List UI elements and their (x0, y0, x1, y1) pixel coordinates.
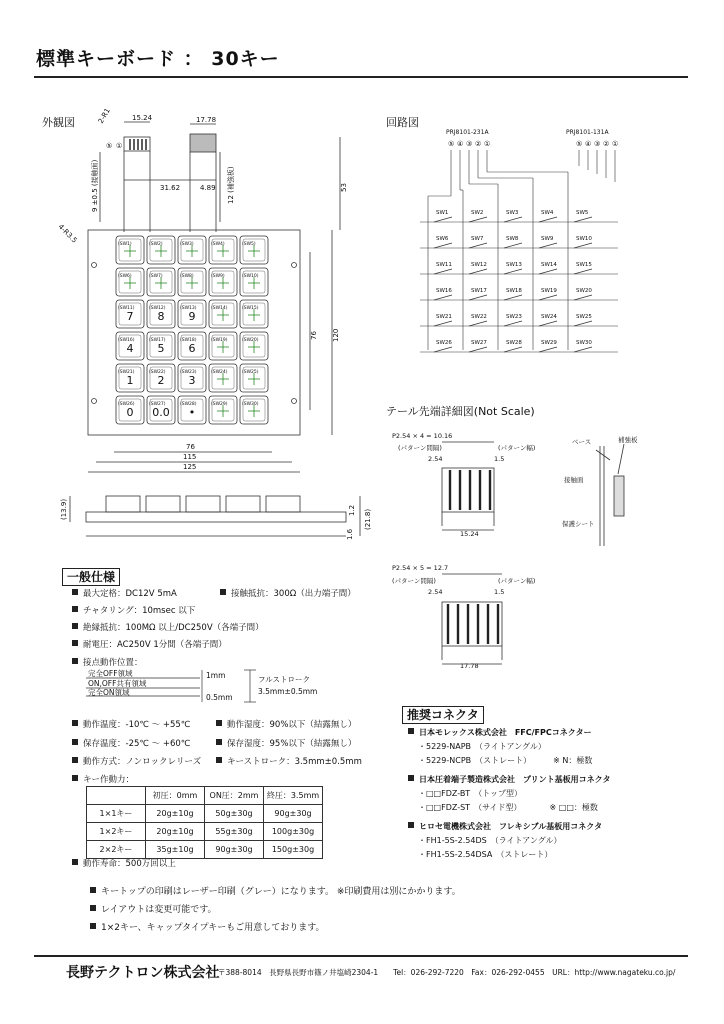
dim-115: 115 (183, 453, 197, 461)
dim-4r: 4-R3.5 (56, 222, 79, 245)
circuit-sw-label: SW18 (506, 288, 522, 294)
key-sw-label: (SW17) (149, 338, 166, 343)
circuit-sw-label: SW14 (541, 262, 557, 268)
note-print: キートップの印刷はレーザー印刷（グレー）になります。 ※印刷費用は別にかかります。 (90, 884, 461, 897)
key-sw-label: (SW18) (180, 338, 197, 343)
exterior-heading: 外観図 (42, 116, 75, 129)
note-layout: レイアウトは変更可能です。 (90, 902, 217, 915)
key-sw-label: (SW27) (149, 402, 166, 407)
key-sw-label: (SW3) (180, 242, 194, 247)
key-sw-label: (SW15) (242, 306, 259, 311)
force-header-cell: ON圧：2mm (205, 787, 264, 805)
tail-base: ベース (572, 438, 592, 446)
full-stroke-value: 3.5mm±0.5mm (258, 687, 318, 696)
key-sw-label: (SW20) (242, 338, 259, 343)
key-sw-label: (SW29) (211, 402, 228, 407)
circuit-pin-left: ① (484, 140, 491, 148)
key-legend: 2 (157, 374, 165, 387)
dim-120: 120 (332, 328, 340, 342)
force-table (86, 786, 323, 859)
key-sw-label: (SW1) (118, 242, 132, 247)
circuit-pin-right: ④ (585, 140, 592, 148)
tail-v254: 2.54 (428, 455, 443, 463)
list-item: ・FH1-5S-2.54DS （ライトアングル） (418, 836, 562, 845)
spec-insulation: 絶縁抵抗：100MΩ 以上/DC250V（各端子間） (72, 621, 264, 633)
key-sw-label: (SW14) (211, 306, 228, 311)
force-cell: 20g±10g (146, 823, 205, 841)
dim-31-62: 31.62 (160, 184, 181, 192)
tail-v15b: 1.5 (494, 588, 505, 596)
circuit-sw-label: SW10 (576, 236, 592, 242)
key-legend: 0.0 (152, 406, 170, 419)
force-header-row (87, 787, 323, 805)
force-cell: 1×1キー (87, 805, 146, 823)
circuit-sw-label: SW17 (471, 288, 487, 294)
circuit-sw-label: SW26 (436, 340, 452, 346)
force-cell: 35g±10g (146, 841, 205, 859)
page-title: 標準キーボード ： 30キー (36, 48, 280, 70)
key-sw-label: (SW2) (149, 242, 163, 247)
tail-pitch2: P2.54 × 5 = 12.7 (392, 564, 449, 572)
connector-heading: 推奨コネクタ (402, 706, 484, 724)
circuit-sw-label: SW23 (506, 314, 522, 320)
key-sw-label: (SW23) (180, 370, 197, 375)
circuit-pin-right: ⑤ (576, 140, 583, 148)
stroke-05mm: 0.5mm (206, 693, 233, 702)
force-header-cell: 終圧：3.5mm (264, 787, 323, 805)
dim-17-78: 17.78 (196, 116, 217, 124)
connector-note: ※ □□：極数 (549, 803, 598, 812)
key-sw-label: (SW22) (149, 370, 166, 375)
circuit-sw-label: SW11 (436, 262, 452, 268)
spec-life: 動作寿命：500万回以上 (72, 857, 176, 869)
force-cell: 50g±30g (205, 805, 264, 823)
spec-method: 動作方式：ノンロックレリーズ (72, 755, 201, 767)
key-sw-label: (SW21) (118, 370, 135, 375)
key-legend: 4 (126, 342, 134, 355)
stroke-diagram (84, 668, 324, 706)
spec-contact-pos: 接点動作位置： (72, 656, 143, 668)
tail-protect: 保護シート (562, 520, 595, 528)
spec-store-temp: 保存温度：-25℃ ～ +60℃ (72, 737, 190, 749)
title-rule (34, 76, 688, 78)
dim-15-24: 15.24 (132, 114, 153, 122)
list-item: ・5229-NCPB （ストレート） ※ N：極数 (418, 756, 593, 765)
key-legend: 0 (126, 406, 134, 419)
tail-pattern-pitch2: (パターン間隔) (392, 577, 436, 585)
circuit-sw-label: SW1 (436, 210, 449, 216)
conn-left-label: PRJ8101-231A (446, 129, 489, 136)
force-cell: 20g±10g (146, 805, 205, 823)
footer-address: 〒388-8014 長野県長野市篠ノ井塩崎2304-1 Tel：026-292-7220 Fax：026-292-0455 URL：http://www.nagateku.co.jp/ (218, 968, 676, 977)
pin-label-5: ⑤ (106, 142, 113, 150)
circuit-pin-left: ⑤ (448, 140, 455, 148)
dim-4-89: 4.89 (200, 184, 216, 192)
keypad-grid (116, 236, 268, 424)
key-sw-label: (SW24) (211, 370, 228, 375)
tail-contact: 接触面 (564, 476, 584, 484)
key-sw-label: (SW5) (242, 242, 256, 247)
key-sw-label: (SW10) (242, 274, 259, 279)
circuit-sw-label: SW13 (506, 262, 522, 268)
general-heading-box (62, 566, 120, 585)
circuit-sw-label: SW16 (436, 288, 452, 294)
full-stroke-label: フルストローク (258, 675, 310, 684)
spec-force-label: キー作動力： (72, 773, 134, 785)
exterior-drawing (40, 106, 372, 552)
force-cell: 100g±30g (264, 823, 323, 841)
spec-op-hum: 動作湿度：90%以下（結露無し） (216, 718, 356, 730)
circuit-sw-label: SW29 (541, 340, 557, 346)
key-legend: 9 (188, 310, 196, 323)
tail-v15: 1.5 (494, 455, 505, 463)
dim-2r1: 2-R1 (96, 106, 112, 125)
tail-pitch1: P2.54 × 4 = 10.16 (392, 432, 453, 440)
force-cell: 2×2キー (87, 841, 146, 859)
list-item: ・□□FDZ-BT （トップ型） (418, 789, 522, 798)
circuit-sw-label: SW28 (506, 340, 522, 346)
circuit-heading: 回路図 (386, 116, 419, 129)
circuit-sw-label: SW12 (471, 262, 487, 268)
circuit-pin-left: ② (475, 140, 482, 148)
circuit-sw-label: SW5 (576, 210, 589, 216)
connector-note: ※ N：極数 (553, 756, 593, 765)
tail-v254b: 2.54 (428, 588, 443, 596)
force-cell: 150g±30g (264, 841, 323, 859)
off-region: 完全OFF領域 (88, 669, 133, 678)
dim-76-h: 76 (186, 443, 195, 451)
dim-53: 53 (340, 183, 348, 192)
spec-rating: 最大定格：DC12V 5mA (72, 587, 177, 599)
table-row (87, 823, 323, 841)
tail-heading: テール先端詳細図(Not Scale) (386, 405, 535, 418)
key-sw-label: (SW30) (242, 402, 259, 407)
shared-region: ON,OFF共有領域 (88, 679, 147, 688)
force-cell: 55g±30g (205, 823, 264, 841)
list-item: ・FH1-5S-2.54DSA （ストレート） (418, 850, 553, 859)
force-cell: 90g±30g (264, 805, 323, 823)
key-sw-label: (SW26) (118, 402, 135, 407)
circuit-diagram (390, 126, 690, 366)
table-row (87, 805, 323, 823)
key-sw-label: (SW9) (211, 274, 225, 279)
note-options: 1×2キー、キャップタイプキーもご用意しております。 (90, 920, 324, 933)
dim-13-9: (13.9) (60, 498, 68, 520)
general-heading: 一般仕様 (62, 568, 120, 586)
connector-heading-box (402, 704, 484, 723)
list-item: ・5229-NAPB （ライトアングル） (418, 742, 546, 751)
circuit-sw-label: SW25 (576, 314, 592, 320)
key-sw-label: (SW19) (211, 338, 228, 343)
stroke-1mm: 1mm (206, 671, 226, 680)
circuit-sw-label: SW19 (541, 288, 557, 294)
key-sw-label: (SW4) (211, 242, 225, 247)
key-sw-label: (SW28) (180, 402, 197, 407)
connector-group-jst (408, 774, 611, 813)
key-legend: 7 (126, 310, 134, 323)
circuit-pin-right: ① (612, 140, 619, 148)
circuit-pin-left: ④ (457, 140, 464, 148)
on-region: 完全ON領域 (88, 688, 130, 697)
force-cell: 1×2キー (87, 823, 146, 841)
dim-125: 125 (183, 463, 197, 471)
circuit-sw-label: SW30 (576, 340, 592, 346)
key-legend: 1 (126, 374, 134, 387)
dim-76-v: 76 (310, 331, 318, 340)
table-row (87, 841, 323, 859)
circuit-sw-label: SW9 (541, 236, 554, 242)
spec-op-temp: 動作温度：-10℃ ～ +55℃ (72, 718, 190, 730)
circuit-sw-label: SW6 (436, 236, 449, 242)
spec-contact-res: 接触抵抗：300Ω（出力端子間） (220, 587, 356, 599)
key-sw-label: (SW12) (149, 306, 166, 311)
circuit-pin-right: ③ (594, 140, 601, 148)
circuit-pin-right: ② (603, 140, 610, 148)
footer-company: 長野テクトロン株式会社 (66, 965, 220, 981)
spec-store-hum: 保存湿度：95%以下（結露無し） (216, 737, 356, 749)
key-legend: • (188, 406, 196, 419)
key-sw-label: (SW6) (118, 274, 132, 279)
spec-chatter: チャタリング：10msec 以下 (72, 604, 195, 616)
connector-group-hirose (408, 821, 602, 860)
force-header-cell (87, 787, 146, 805)
dim-21-8: (21.8) (364, 508, 372, 530)
circuit-pin-left: ③ (466, 140, 473, 148)
tail-pattern-width2: (パターン幅) (498, 577, 536, 585)
tail-detail (386, 426, 686, 686)
circuit-sw-label: SW2 (471, 210, 484, 216)
circuit-sw-label: SW4 (541, 210, 554, 216)
connector-company: 日本圧着端子製造株式会社 プリント基板用コネクタ (419, 775, 611, 784)
tail-w2: 17.78 (460, 662, 479, 670)
circuit-sw-label: SW27 (471, 340, 487, 346)
key-legend: 6 (188, 342, 196, 355)
tail-pattern-width1: (パターン幅) (498, 444, 536, 452)
circuit-sw-label: SW7 (471, 236, 484, 242)
dim-12: 12 (補強板) (227, 166, 235, 204)
circuit-sw-label: SW8 (506, 236, 519, 242)
key-legend: 3 (188, 374, 196, 387)
key-sw-label: (SW11) (118, 306, 135, 311)
circuit-sw-label: SW24 (541, 314, 557, 320)
key-sw-label: (SW16) (118, 338, 135, 343)
dim-1-2: 1.2 (348, 504, 356, 516)
circuit-sw-label: SW21 (436, 314, 452, 320)
footer-rule (34, 955, 688, 957)
conn-right-label: PRJ8101-131A (566, 129, 609, 136)
spec-stroke: キーストローク：3.5mm±0.5mm (216, 755, 362, 767)
dim-9: 9 ±0.5 (接触面) (91, 159, 99, 212)
connector-company: ヒロセ電機株式会社 フレキシブル基板用コネクタ (419, 822, 603, 831)
tail-w1: 15.24 (460, 530, 479, 538)
connector-group-molex (408, 727, 592, 766)
tail-pattern-pitch1: (パターン間隔) (398, 444, 442, 452)
key-sw-label: (SW25) (242, 370, 259, 375)
spec-withstand: 耐電圧：AC250V 1分間（各端子間） (72, 638, 227, 650)
key-sw-label: (SW8) (180, 274, 194, 279)
connector-company: 日本モレックス株式会社 FFC/FPCコネクター (419, 728, 592, 737)
pin-label-1: ① (116, 142, 123, 150)
circuit-sw-label: SW22 (471, 314, 487, 320)
force-cell: 90g±30g (205, 841, 264, 859)
tail-stiff: 補強板 (618, 436, 638, 444)
key-legend: 5 (157, 342, 165, 355)
list-item: ・□□FDZ-ST （サイド型） ※ □□：極数 (418, 803, 598, 812)
circuit-sw-label: SW15 (576, 262, 592, 268)
key-sw-label: (SW7) (149, 274, 163, 279)
dim-1-6: 1.6 (346, 528, 354, 540)
circuit-sw-label: SW3 (506, 210, 519, 216)
circuit-sw-label: SW20 (576, 288, 592, 294)
key-sw-label: (SW13) (180, 306, 197, 311)
force-header-cell: 初圧：0mm (146, 787, 205, 805)
key-legend: 8 (157, 310, 165, 323)
